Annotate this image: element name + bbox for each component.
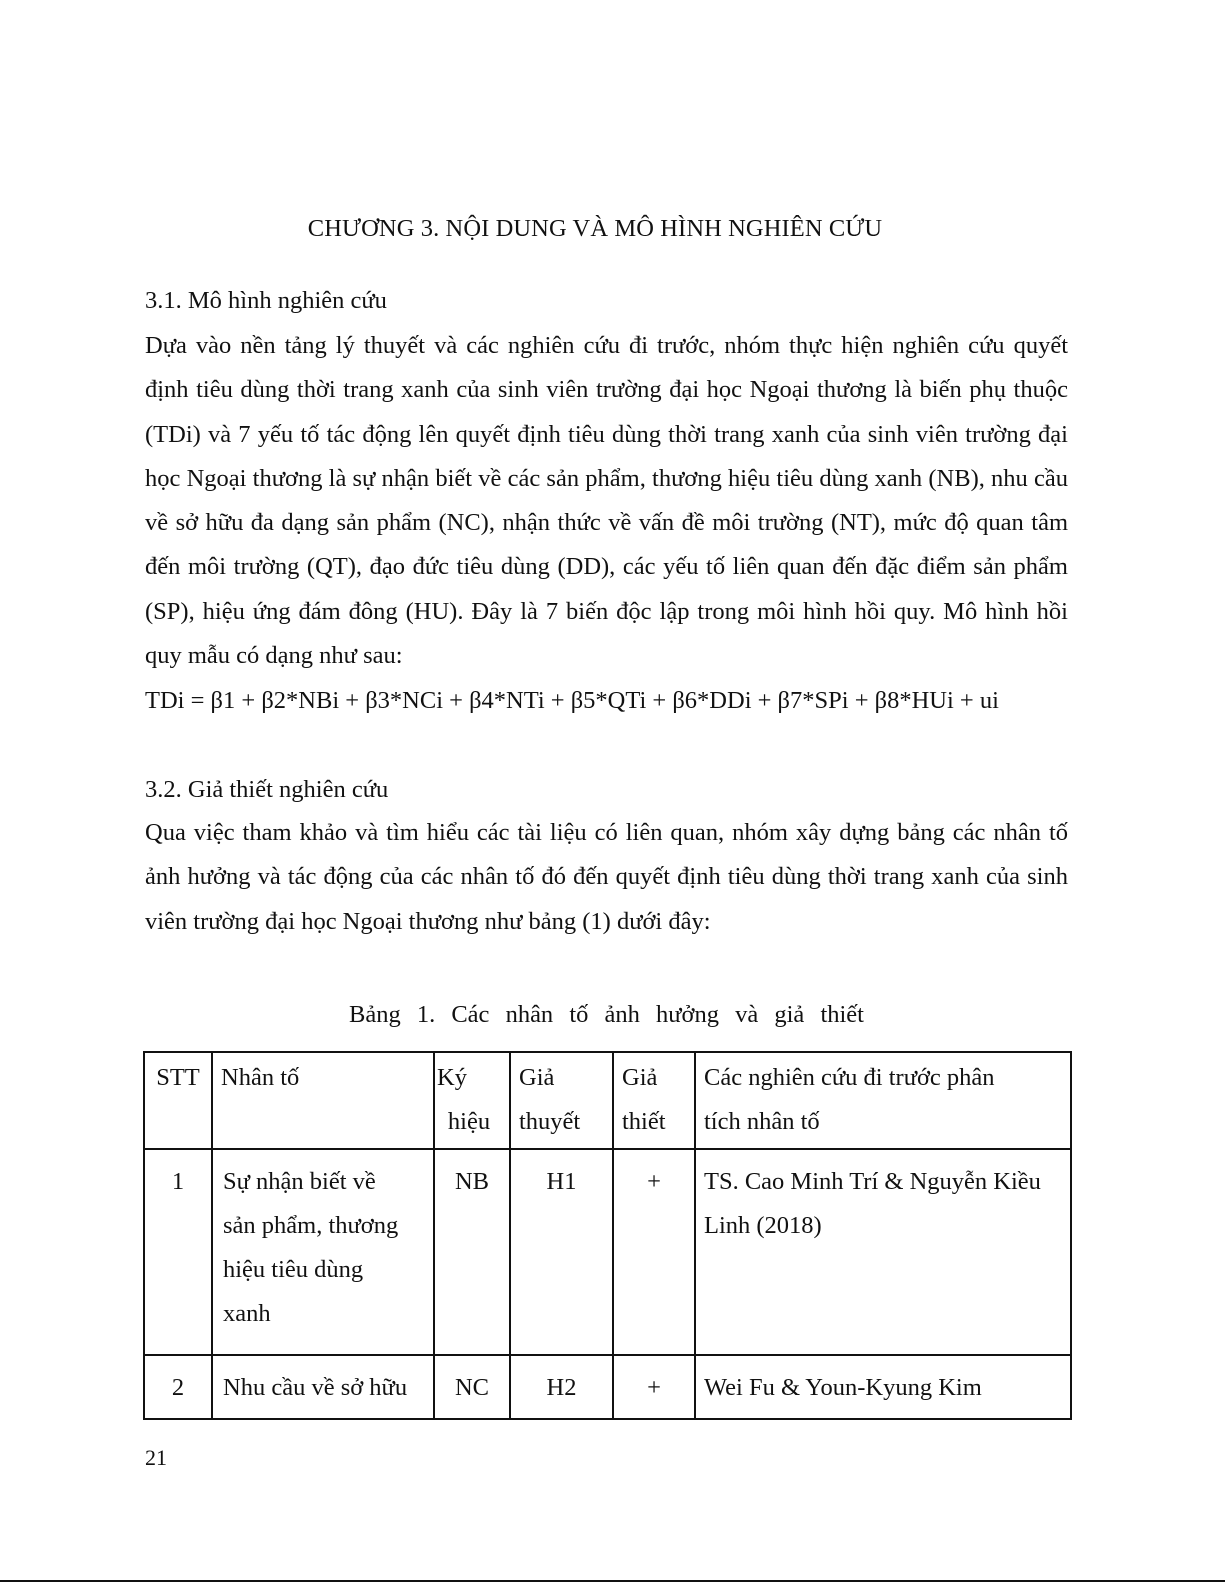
cell-sign: + — [613, 1149, 695, 1355]
caption-word: thiết — [820, 1001, 864, 1028]
caption-word: 1. — [416, 1001, 436, 1028]
table-row — [144, 1149, 1071, 1355]
hypothesis-paragraph: Qua việc tham khảo và tìm hiểu các tài liệu có liên quan, nhóm xây dựng bảng các nhân tố ảnh hưởng và tác động của các nhân tố đó đến quyết định tiêu dùng thời trang xanh của sinh viên trường đại học Ngoại thương như bảng (1) dưới đây: — [145, 819, 1068, 935]
cell-factor: Sự nhận biết về sản phẩm, thương hiệu tiêu dùng xanh — [212, 1149, 434, 1355]
page-number: 21 — [145, 1445, 167, 1470]
table-row — [144, 1355, 1071, 1419]
section-heading-3-2: 3.2. Giả thiết nghiên cứu — [145, 776, 389, 803]
caption-word: và — [735, 1001, 759, 1028]
chapter-title: CHƯƠNG 3. NỘI DUNG VÀ MÔ HÌNH NGHIÊN CỨU — [307, 215, 883, 242]
caption-word: hưởng — [656, 1001, 719, 1028]
cell-sign: + — [613, 1355, 695, 1419]
header-factor: Nhân tố — [212, 1052, 434, 1149]
regression-formula: TDi = β1 + β2*NBi + β3*NCi + β4*NTi + β5*QTi + β6*DDi + β7*SPi + β8*HUi + ui — [145, 687, 999, 714]
table-header-row — [144, 1052, 1071, 1149]
header-stt: STT — [144, 1052, 212, 1149]
caption-word: Các — [451, 1001, 490, 1028]
caption-word: giả — [774, 1001, 805, 1028]
caption-word: Bảng — [349, 1001, 401, 1028]
caption-word: tố — [569, 1001, 589, 1028]
cell-studies: Wei Fu & Youn-Kyung Kim — [695, 1355, 1071, 1419]
caption-word: ảnh — [604, 1001, 640, 1028]
cell-factor: Nhu cầu về sở hữu — [212, 1355, 434, 1419]
factors-table — [143, 1051, 1072, 1420]
cell-symbol: NC — [434, 1355, 510, 1419]
caption-word: nhân — [505, 1001, 554, 1028]
header-hypothesis: Giả thuyết — [510, 1052, 613, 1149]
model-paragraph: Dựa vào nền tảng lý thuyết và các nghiên cứu đi trước, nhóm thực hiện nghiên cứu quyết định tiêu dùng thời trang xanh của sinh viên trường đại học Ngoại thương là biến phụ thuộc (TDi) và 7 yếu tố tác động lên quyết định tiêu dùng thời trang xanh của sinh viên trường đại học Ngoại thương là sự nhận biết về các sản phẩm, thương hiệu tiêu dùng xanh (NB), nhu cầu về sở hữu đa dạng sản phẩm (NC), nhận thức về vấn đề môi trường (NT), mức độ quan tâm đến môi trường (QT), đạo đức tiêu dùng (DD), các yếu tố liên quan đến đặc điểm sản phẩm (SP), hiệu ứng đám đông (HU). Đây là 7 biến độc lập trong môi hình hồi quy. Mô hình hồi quy mẫu có dạng như sau: — [145, 332, 1068, 670]
page-bottom-divider — [0, 1580, 1225, 1582]
cell-hypothesis: H1 — [510, 1149, 613, 1355]
cell-studies: TS. Cao Minh Trí & Nguyễn Kiều Linh (2018) — [695, 1149, 1071, 1355]
cell-symbol: NB — [434, 1149, 510, 1355]
header-assumption: Giả thiết — [613, 1052, 695, 1149]
cell-stt: 2 — [144, 1355, 212, 1419]
table-caption — [145, 998, 1068, 1032]
header-symbol: Ký hiệu — [434, 1052, 510, 1149]
header-studies: Các nghiên cứu đi trước phân tích nhân tố — [695, 1052, 1071, 1149]
cell-stt: 1 — [144, 1149, 212, 1355]
cell-hypothesis: H2 — [510, 1355, 613, 1419]
section-heading-3-1: 3.1. Mô hình nghiên cứu — [145, 287, 387, 314]
